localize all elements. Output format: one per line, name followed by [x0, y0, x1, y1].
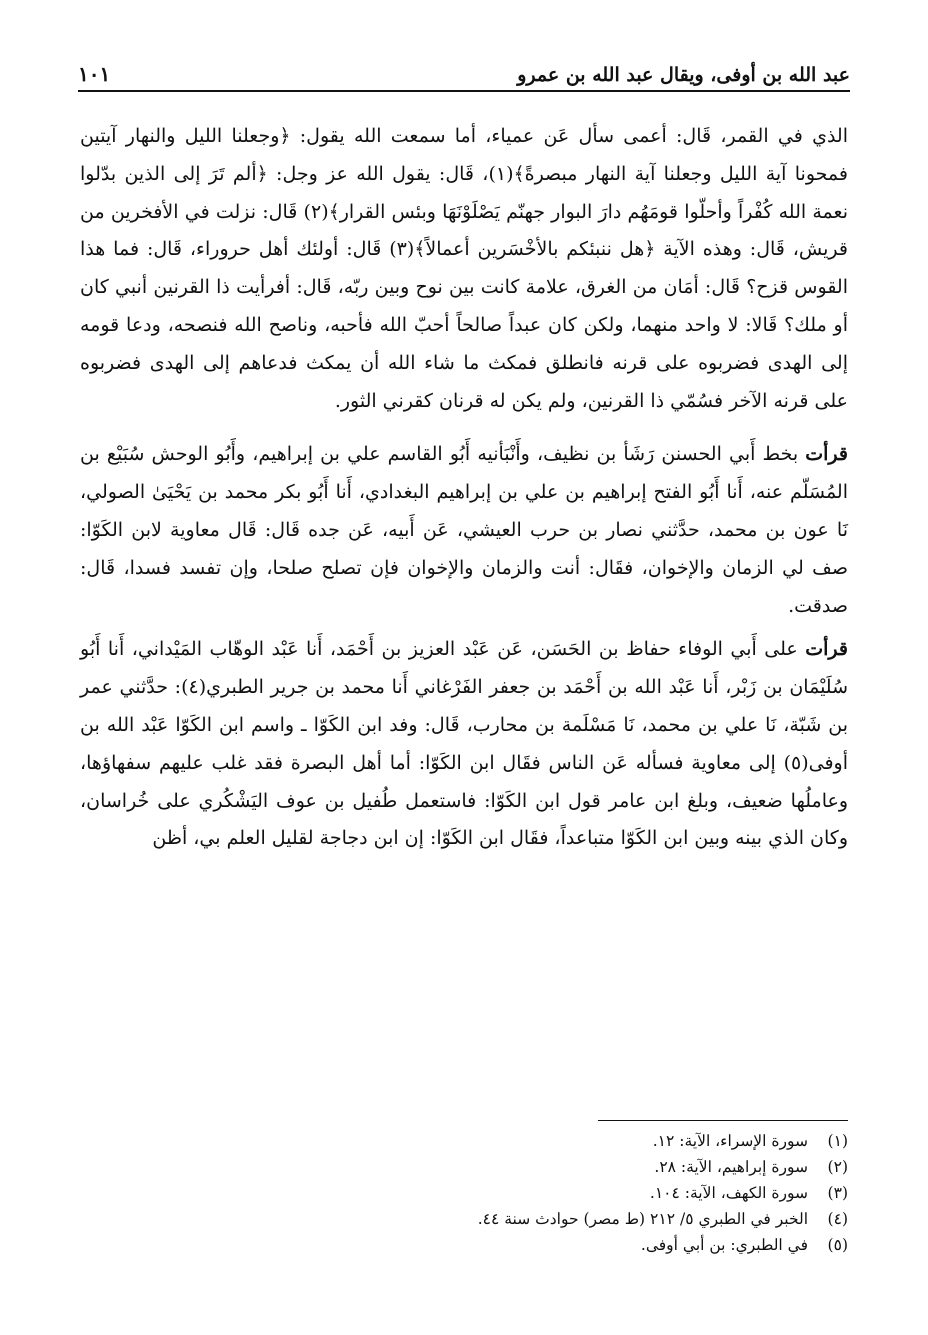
paragraph-lead-word: قرأت — [805, 638, 848, 661]
footnote-text: في الطبري: بن أبي أوفى. — [640, 1236, 808, 1254]
paragraph-2 — [80, 436, 848, 625]
main-text — [80, 118, 848, 858]
paragraph-3 — [80, 631, 848, 858]
paragraph-text: بخط أَبي الحسنن رَشَأ بن نظيف، وأَنْبَأنيه أَبُو القاسم علي بن إبراهيم، وأَبُو الوحش سُبَيْع بن المُسَلّم عنه، أَنا أَبُو الفتح إبراهيم بن علي بن إبراهيم البغدادي، أَنا أَبُو بكر محمد بن يَحْيَىٰ الصولي، نَا عون بن محمد، حدَّثني نصار بن حرب العيشي، عَن أَبيه، عَن جده قَال: قَال معاوية لابن الكَوّا: صف لي الزمان والإخوان، فقَال: أنت والزمان والإخوان فإن تصلح صلحا، وإن تفسد فسدا، قَال: صدقت. — [80, 443, 848, 617]
footnote-number: (٢) — [827, 1158, 848, 1176]
footnote-number: (٥) — [827, 1236, 848, 1254]
footnote-item — [80, 1206, 848, 1232]
footnote-number: (٤) — [827, 1210, 848, 1228]
footnote-item — [80, 1154, 848, 1180]
paragraph-text: الذي في القمر، قَال: أعمى سأل عَن عمياء، أما سمعت الله يقول: ﴿وجعلنا الليل والنهار آيتين فمحونا آية الليل وجعلنا آية النهار مبصرةً﴾(١)، قَال: يقول الله عز وجل: ﴿ألم تَرَ إلى الذين بدّلوا نعمة الله كُفْراً وأحلّوا قومَهُم دارَ البوار جهنّم يَصْلَوْنَهَا وبئس القرار﴾(٢) قَال: نزلت في الأفخرين من قريش، قَال: وهذه الآية ﴿هل ننبئكم بالأخْسَرين أعمالاً﴾(٣) قَال: أولئك أهل حروراء، قَال: فما هذا القوس قزح؟ قَال: أمَان من الغرق، علامة كانت بين نوح وبين ربّه، قَال: أفرأيت ذا القرنين أنبي كان أو ملك؟ قَالا: لا واحد منهما، ولكن كان عبداً صالحاً أحبّ الله فأحبه، وناصح الله فنصحه، ودعا قومه إلى الهدى فضربوه على قرنه فانطلق فمكث ما شاء الله أن يمكث فدعاهم إلى الهدى فضربوه على قرنه الآخر فسُمّي ذا القرنين، ولم يكن له قرنان كقرني الثور. — [80, 125, 849, 412]
paragraph-lead-word: قرأت — [805, 443, 848, 466]
running-title: عبد الله بن أوفى، ويقال عبد الله بن عمرو — [517, 64, 850, 86]
footnote-text: سورة إبراهيم، الآية: ٢٨. — [654, 1158, 808, 1176]
footnote-item — [80, 1128, 848, 1154]
footnotes-divider — [598, 1120, 848, 1121]
footnotes-list — [80, 1128, 848, 1258]
paragraph-1 — [80, 118, 848, 420]
running-header — [78, 58, 850, 92]
footnote-number: (٣) — [827, 1184, 848, 1202]
footnote-text: سورة الكهف، الآية: ١٠٤. — [649, 1184, 808, 1202]
page-number: ١٠١ — [78, 62, 111, 86]
paragraph-text: على أَبي الوفاء حفاظ بن الحَسَن، عَن عَبْد العزيز بن أَحْمَد، أَنا عَبْد الوهّاب المَيْداني، أَنا أَبُو سُلَيْمَان بن زَبْر، أَنا عَبْد الله بن أَحْمَد بن جعفر الفَرْغاني أَنا محمد بن جرير الطبري(٤): حدَّثني عمر بن شَبّة، نَا علي بن محمد، نَا مَسْلَمة بن محارب، قَال: وفد ابن الكَوّا ـ واسم ابن الكَوّا عَبْد الله بن أوفى(٥) إلى معاوية فسأله عَن الناس فقَال ابن الكَوّا: أما أهل البصرة فقد غلب عليهم سفهاؤها، وعاملُها ضعيف، وبلغ ابن عامر قول ابن الكَوّا: فاستعمل طُفيل بن عوف اليَشْكُري على خُراسان، وكان الذي بينه وبين ابن الكَوّا متباعداً، فقَال ابن الكَوّا: إن ابن دجاجة لقليل العلم بي، أظن — [80, 638, 849, 850]
footnote-item — [80, 1232, 848, 1258]
footnote-text: الخبر في الطبري ٥/ ٢١٢ (ط مصر) حوادث سنة ٤٤. — [477, 1210, 808, 1228]
footnote-item — [80, 1180, 848, 1206]
footnote-text: سورة الإسراء، الآية: ١٢. — [652, 1132, 808, 1150]
footnote-number: (١) — [827, 1132, 848, 1150]
